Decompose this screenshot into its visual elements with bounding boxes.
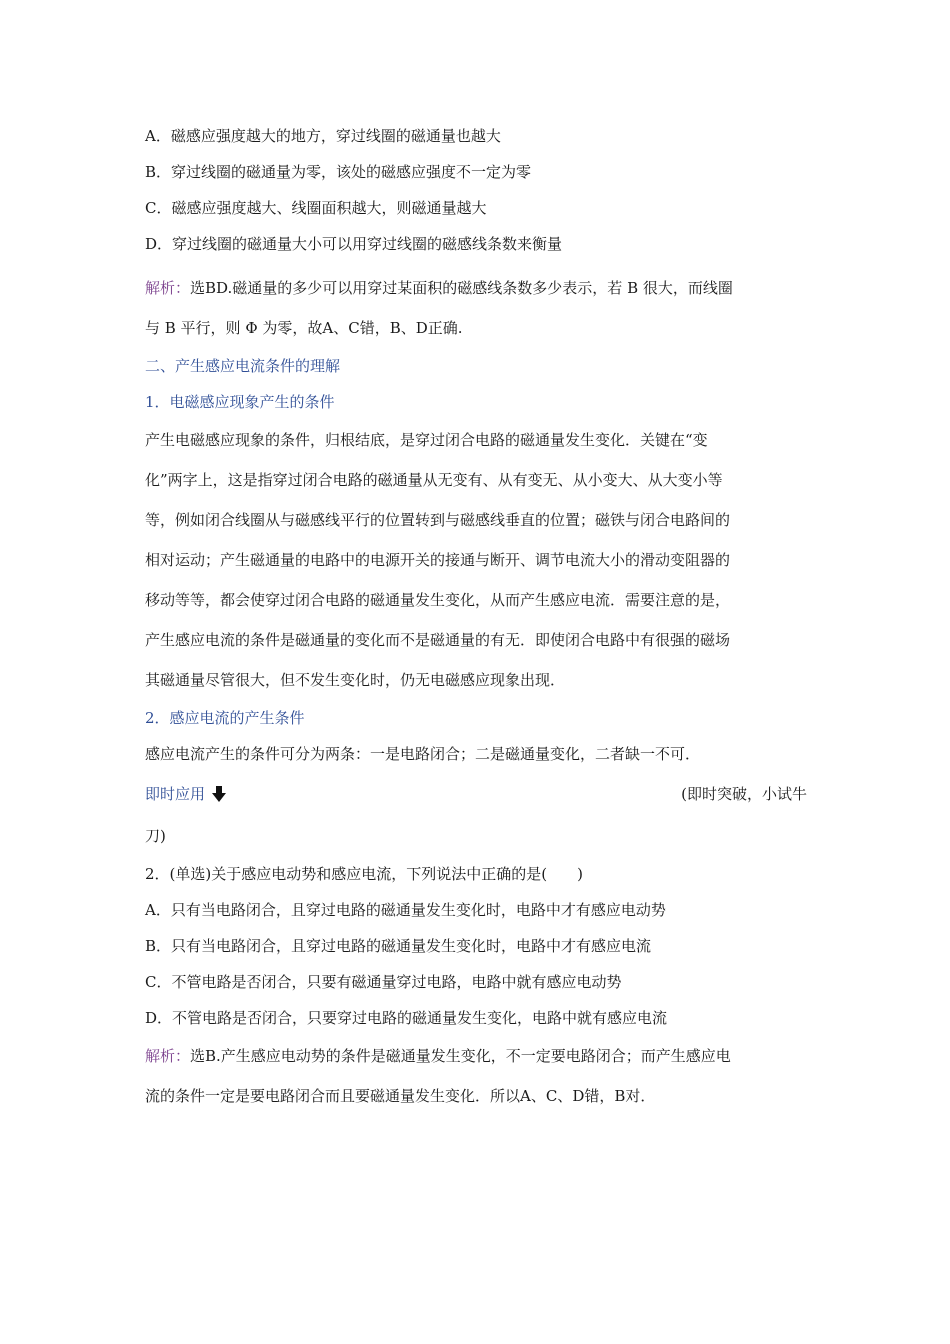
analysis-text-cont: 流的条件一定是要电路闭合而且要磁通量发生变化．所以A、C、D错，B对． (145, 1087, 656, 1105)
analysis-label: 解析： (145, 279, 191, 297)
paragraph-line: 产生电磁感应现象的条件，归根结底，是穿过闭合电路的磁通量发生变化．关键在“变 (145, 431, 708, 449)
paragraph-line: 其磁通量尽管很大，但不发生变化时，仍无电磁感应现象出现． (145, 671, 566, 689)
q1-option-d: D．穿过线圈的磁通量大小可以用穿过线圈的磁感线条数来衡量 (145, 235, 563, 253)
q2-option-d: D．不管电路是否闭合，只要穿过电路的磁通量发生变化，电路中就有感应电流 (145, 1009, 668, 1027)
paragraph-generation-conditions: 感应电流产生的条件可分为两条：一是电路闭合；二是磁通量变化，二者缺一不可． (145, 745, 701, 763)
analysis-text: 选BD.磁通量的多少可以用穿过某面积的磁感线条数多少表示，若 B 很大，而线圈 (190, 279, 733, 297)
paragraph-line: 移动等等，都会使穿过闭合电路的磁通量发生变化，从而产生感应电流．需要注意的是， (145, 591, 731, 609)
instant-application-note-wrap: 刀) (145, 827, 166, 845)
subsection-title-1: 1．电磁感应现象产生的条件 (145, 393, 335, 411)
section-title: 二、产生感应电流条件的理解 (145, 357, 341, 375)
instant-application-label: 即时应用 (145, 785, 206, 803)
q2-analysis (145, 1036, 807, 1116)
paragraph-line: 等，例如闭合线圈从与磁感线平行的位置转到与磁感线垂直的位置；磁铁与闭合电路间的 (145, 511, 731, 529)
q2-option-b: B．只有当电路闭合，且穿过电路的磁通量发生变化时，电路中才有感应电流 (145, 937, 652, 955)
arrow-down-icon (212, 786, 226, 802)
q2 (145, 856, 807, 1036)
q1-option-a: A．磁感应强度越大的地方，穿过线圈的磁通量也越大 (145, 127, 501, 145)
paragraph-line: 相对运动；产生磁通量的电路中的电源开关的接通与断开、调节电流大小的滑动变阻器的 (145, 551, 731, 569)
q2-option-a: A．只有当电路闭合，且穿过电路的磁通量发生变化时，电路中才有感应电动势 (145, 901, 666, 919)
q1-options (145, 118, 807, 262)
paragraph-conditions (145, 420, 807, 700)
instant-application-note: (即时突破，小试牛 (681, 785, 807, 803)
document-page (145, 118, 807, 1116)
q1-analysis (145, 268, 807, 348)
q2-option-c: C．不管电路是否闭合，只要有磁通量穿过电路，电路中就有感应电动势 (145, 973, 622, 991)
analysis-text: 选B.产生感应电动势的条件是磁通量发生变化，不一定要电路闭合；而产生感应电 (190, 1047, 731, 1065)
subsection-title-2: 2．感应电流的产生条件 (145, 709, 305, 727)
analysis-text-cont: 与 B 平行，则 Φ 为零，故A、C错，B、D正确. (145, 319, 463, 337)
instant-application-row (145, 772, 807, 816)
paragraph-line: 产生感应电流的条件是磁通量的变化而不是磁通量的有无．即使闭合电路中有很强的磁场 (145, 631, 731, 649)
paragraph-line: 化”两字上，这是指穿过闭合电路的磁通量从无变有、从有变无、从小变大、从大变小等 (145, 471, 723, 489)
analysis-label: 解析： (145, 1047, 191, 1065)
q1-option-c: C．磁感应强度越大、线圈面积越大，则磁通量越大 (145, 199, 487, 217)
q1-option-b: B．穿过线圈的磁通量为零，该处的磁感应强度不一定为零 (145, 163, 532, 181)
q2-stem: 2．(单选)关于感应电动势和感应电流，下列说法中正确的是( ) (145, 865, 583, 883)
